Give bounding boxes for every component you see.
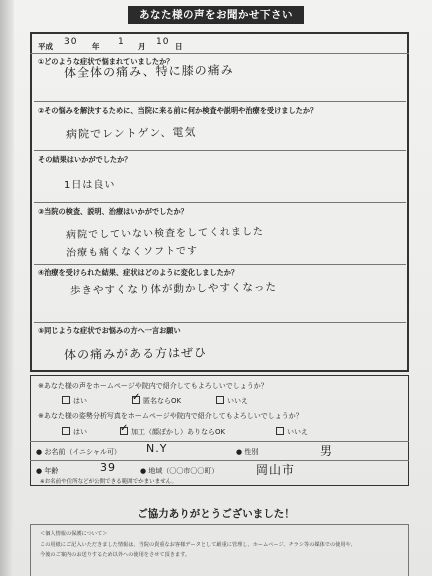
checkbox[interactable] (216, 396, 224, 404)
question-4-answer[interactable]: 歩きやすくなり体が動かしやすくなった (69, 281, 278, 297)
thanks-message: ご協力ありがとうございました！ (137, 508, 295, 520)
question-3-answer-line1[interactable]: 病院でしていない検査をしてくれました (65, 226, 265, 241)
checkbox[interactable] (62, 396, 70, 404)
date-day[interactable]: 10 (156, 37, 170, 47)
question-5-answer[interactable]: 体の痛みがある方はぜひ (63, 345, 208, 362)
date-year-label: 年 (92, 42, 100, 51)
question-1-label: ①どのような症状で悩まれていましたか？ (38, 57, 174, 66)
consent-1-label: ※あなた様の声をホームページや院内で紹介してもよろしいでしょうか？ (38, 382, 268, 390)
question-result-label: その結果はいかがでしたか？ (38, 155, 132, 164)
area-label: ● 地域（〇〇市〇〇町） (140, 467, 219, 475)
checkbox-checked[interactable] (132, 392, 141, 404)
age-value[interactable]: 39 (100, 461, 116, 474)
option-label: 加工（顔ぼかし）ありならOK (131, 428, 226, 436)
divider (34, 101, 406, 102)
question-5-label: ⑤同じような症状でお悩みの方へ一言お願い (38, 326, 181, 335)
form-title: あなた様の声をお聞かせ下さい (128, 6, 304, 24)
gender-value[interactable]: 男 (320, 444, 334, 458)
consent-1-option-anonymous[interactable] (132, 392, 182, 406)
consent-1-option-yes[interactable] (62, 396, 87, 406)
date-day-label: 日 (175, 42, 183, 51)
name-label: ● お名前（イニシャル可） (36, 448, 121, 456)
check-icon: ✓ (132, 392, 141, 403)
divider (34, 202, 406, 203)
checkbox-checked[interactable] (120, 423, 129, 435)
age-label: ● 年齢 (36, 467, 59, 475)
question-3-label: ③当院の検査、説明、治療はいかがでしたか？ (38, 207, 188, 216)
option-label: はい (73, 428, 87, 436)
check-icon: ✓ (120, 423, 129, 434)
consent-1-option-no[interactable] (216, 396, 248, 406)
divider (34, 322, 406, 323)
option-label: はい (73, 397, 87, 405)
paper-shadow (0, 0, 14, 576)
name-value[interactable]: N.Y (146, 442, 168, 455)
question-3-answer-line2[interactable]: 治療も痛くなくソフトです (65, 245, 199, 259)
divider (30, 460, 409, 461)
divider (34, 264, 406, 265)
divider (30, 53, 409, 54)
consent-2-option-yes[interactable] (62, 427, 87, 437)
gender-label: ● 性別 (236, 448, 259, 456)
question-result-answer[interactable]: 1日は良い (64, 180, 116, 191)
divider (34, 150, 406, 151)
divider (30, 441, 409, 442)
info-note: ※お名前や住所などが公開できる範囲でかまいません。 (40, 479, 177, 485)
option-label: 匿名ならOK (143, 397, 182, 405)
question-2-label: ②その悩みを解決するために、当院に来る前に何か検査や説明や治療を受けましたか？ (38, 106, 318, 115)
date-era: 平成 (38, 42, 53, 51)
date-month[interactable]: 1 (118, 37, 125, 47)
area-value[interactable]: 岡山市 (256, 463, 296, 477)
privacy-line-1: この用紙にご記入いただきました情報は、当院の貴重なお客様データとして厳重に管理し、ホームページ、チラシ等の媒体での使用や、 (40, 542, 356, 548)
consent-2-option-blur[interactable] (120, 423, 226, 437)
option-label: いいえ (227, 397, 248, 405)
date-month-label: 月 (138, 42, 146, 51)
privacy-line-2: 今後のご案内のお送りするため以外への使用をさせて頂きます。 (40, 552, 191, 558)
question-1-answer[interactable]: 体全体の痛み、特に膝の痛み (63, 63, 234, 80)
checkbox[interactable] (62, 427, 70, 435)
privacy-title: ＜個人情報の保護について＞ (40, 531, 108, 537)
consent-2-label: ※あなた様の姿勢分析写真をホームページや院内で紹介してもよろしいでしょうか？ (38, 412, 303, 420)
consent-2-option-no[interactable] (276, 427, 308, 437)
question-4-label: ④治療を受けられた結果、症状はどのように変化しましたか？ (38, 268, 239, 277)
checkbox[interactable] (276, 427, 284, 435)
option-label: いいえ (287, 428, 308, 436)
date-year[interactable]: 30 (64, 37, 78, 47)
question-2-answer[interactable]: 病院でレントゲン、電気 (65, 125, 197, 141)
